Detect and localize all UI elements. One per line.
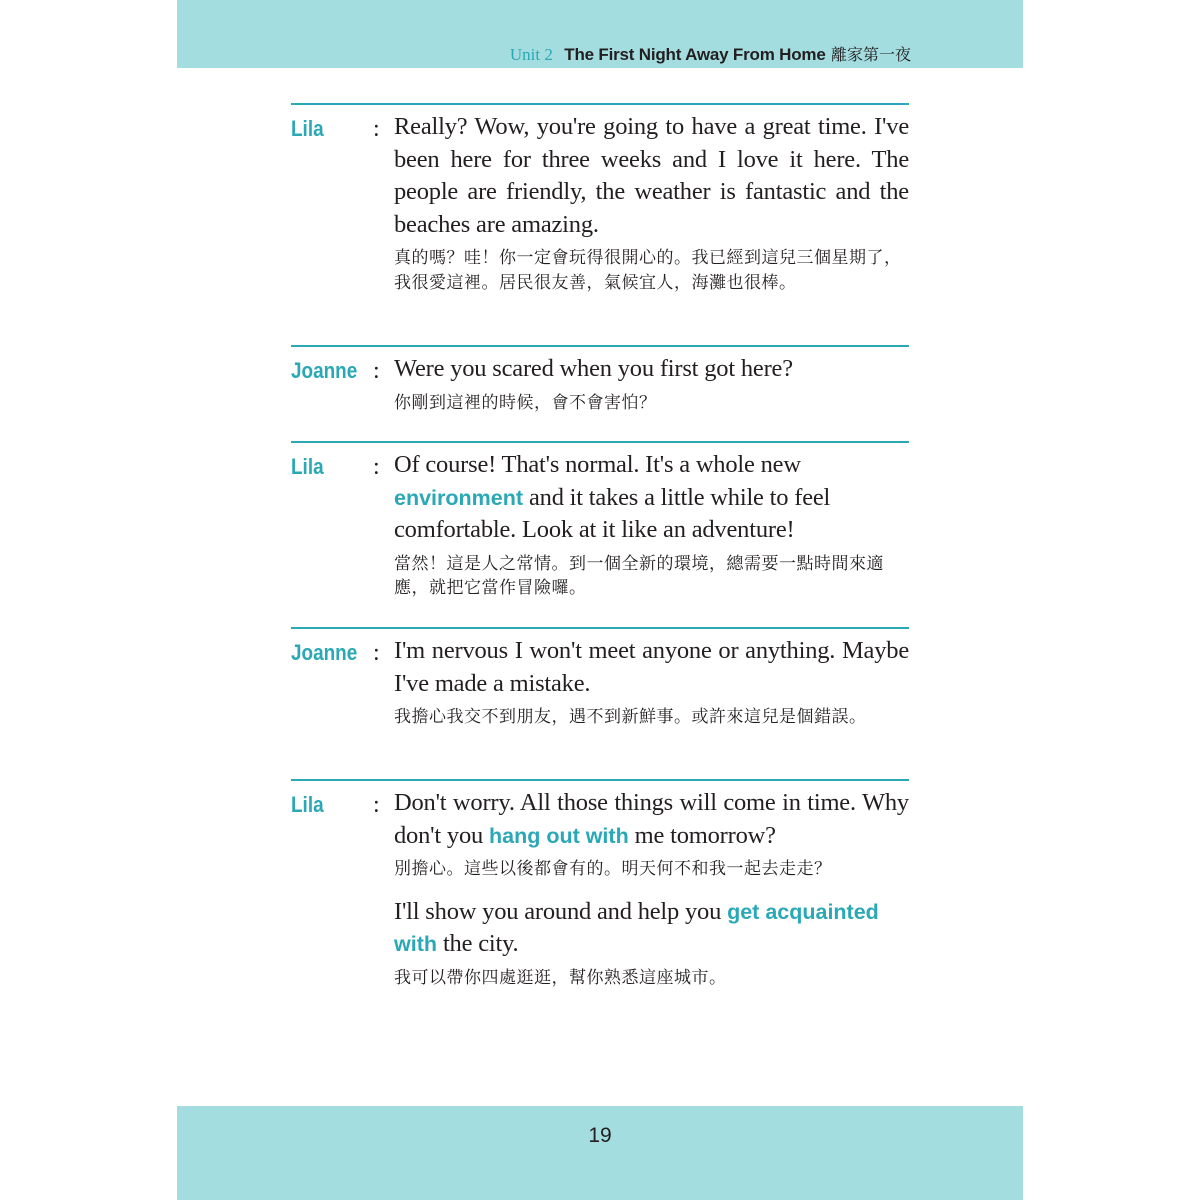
chinese-translation: 我可以帶你四處逛逛，幫你熟悉這座城市。 [394, 967, 727, 988]
dialogue-content [394, 635, 909, 730]
footer-band [177, 1106, 1023, 1200]
english-text: I'll show you around and help you [394, 897, 722, 925]
chinese-translation: 別擔心。這些以後都會有的。明天何不和我一起去走走？ [394, 859, 832, 879]
chinese-translation: 我擔心我交不到朋友，遇不到新鮮事。或許來這兒是個錯誤。 [394, 707, 867, 727]
dialogue-content [394, 787, 909, 990]
page-number: 19 [588, 1124, 612, 1147]
english-text: Of course! That's normal. It's a whole new [394, 451, 801, 478]
dialogue-content [394, 353, 909, 415]
english-text: the city. [442, 930, 519, 957]
speaker-colon: : [373, 640, 380, 666]
english-text: and it takes a little while to feel comfortable. Look at it like an adventure! [394, 483, 831, 543]
speaker-name: Lila [291, 454, 324, 479]
speaker-colon: : [373, 454, 380, 480]
book-page [177, 0, 1023, 1200]
dialogue-block [291, 627, 909, 727]
speaker-colon: : [373, 358, 380, 384]
chinese-translation: 真的嗎？哇！你一定會玩得很開心的。我已經到這兒三個星期了，我很愛這裡。居民很友善，氣候宜人，海灘也很棒。 [394, 248, 902, 293]
speaker-colon: : [373, 116, 380, 142]
dialogue-block [291, 779, 909, 988]
dialogue-block [291, 345, 909, 413]
speaker-colon: : [373, 792, 380, 818]
paragraph-gap [394, 882, 909, 896]
vocabulary-highlight: get acquainted with [394, 899, 879, 956]
english-line: Really? Wow, you're going to have a great time. I've been here for three weeks and I love it here. The people are friendly, the weather is fantastic and the beaches are amazing. [394, 113, 909, 238]
unit-title-zh: 離家第一夜 [830, 45, 911, 64]
english-text: me tomorrow? [634, 821, 776, 849]
english-line [394, 896, 909, 961]
english-line [394, 449, 909, 547]
speaker-name: Joanne [291, 640, 358, 665]
english-text: Don't worry. All those things will come in time. Why don't you [394, 789, 909, 849]
english-line: Were you scared when you first got here? [394, 355, 793, 382]
dialogue-block [291, 103, 909, 293]
speaker-name: Lila [291, 792, 324, 817]
running-header [510, 44, 911, 66]
vocabulary-highlight: environment [394, 485, 524, 510]
dialogue-content [394, 111, 909, 295]
speaker-name: Joanne [291, 358, 358, 383]
unit-label: Unit 2 [509, 45, 553, 64]
english-line [394, 787, 909, 852]
vocabulary-highlight: hang out with [488, 823, 629, 848]
dialogue-content [394, 449, 909, 601]
english-line: I'm nervous I won't meet anyone or anything. Maybe I've made a mistake. [394, 637, 909, 697]
unit-title: The First Night Away From Home [564, 45, 826, 64]
chinese-translation: 你剛到這裡的時候，會不會害怕？ [394, 392, 657, 413]
dialogue-block [291, 441, 909, 598]
speaker-name: Lila [291, 116, 324, 141]
chinese-translation: 當然！這是人之常情。到一個全新的環境，總需要一點時間來適應，就把它當作冒險囉。 [394, 553, 884, 598]
